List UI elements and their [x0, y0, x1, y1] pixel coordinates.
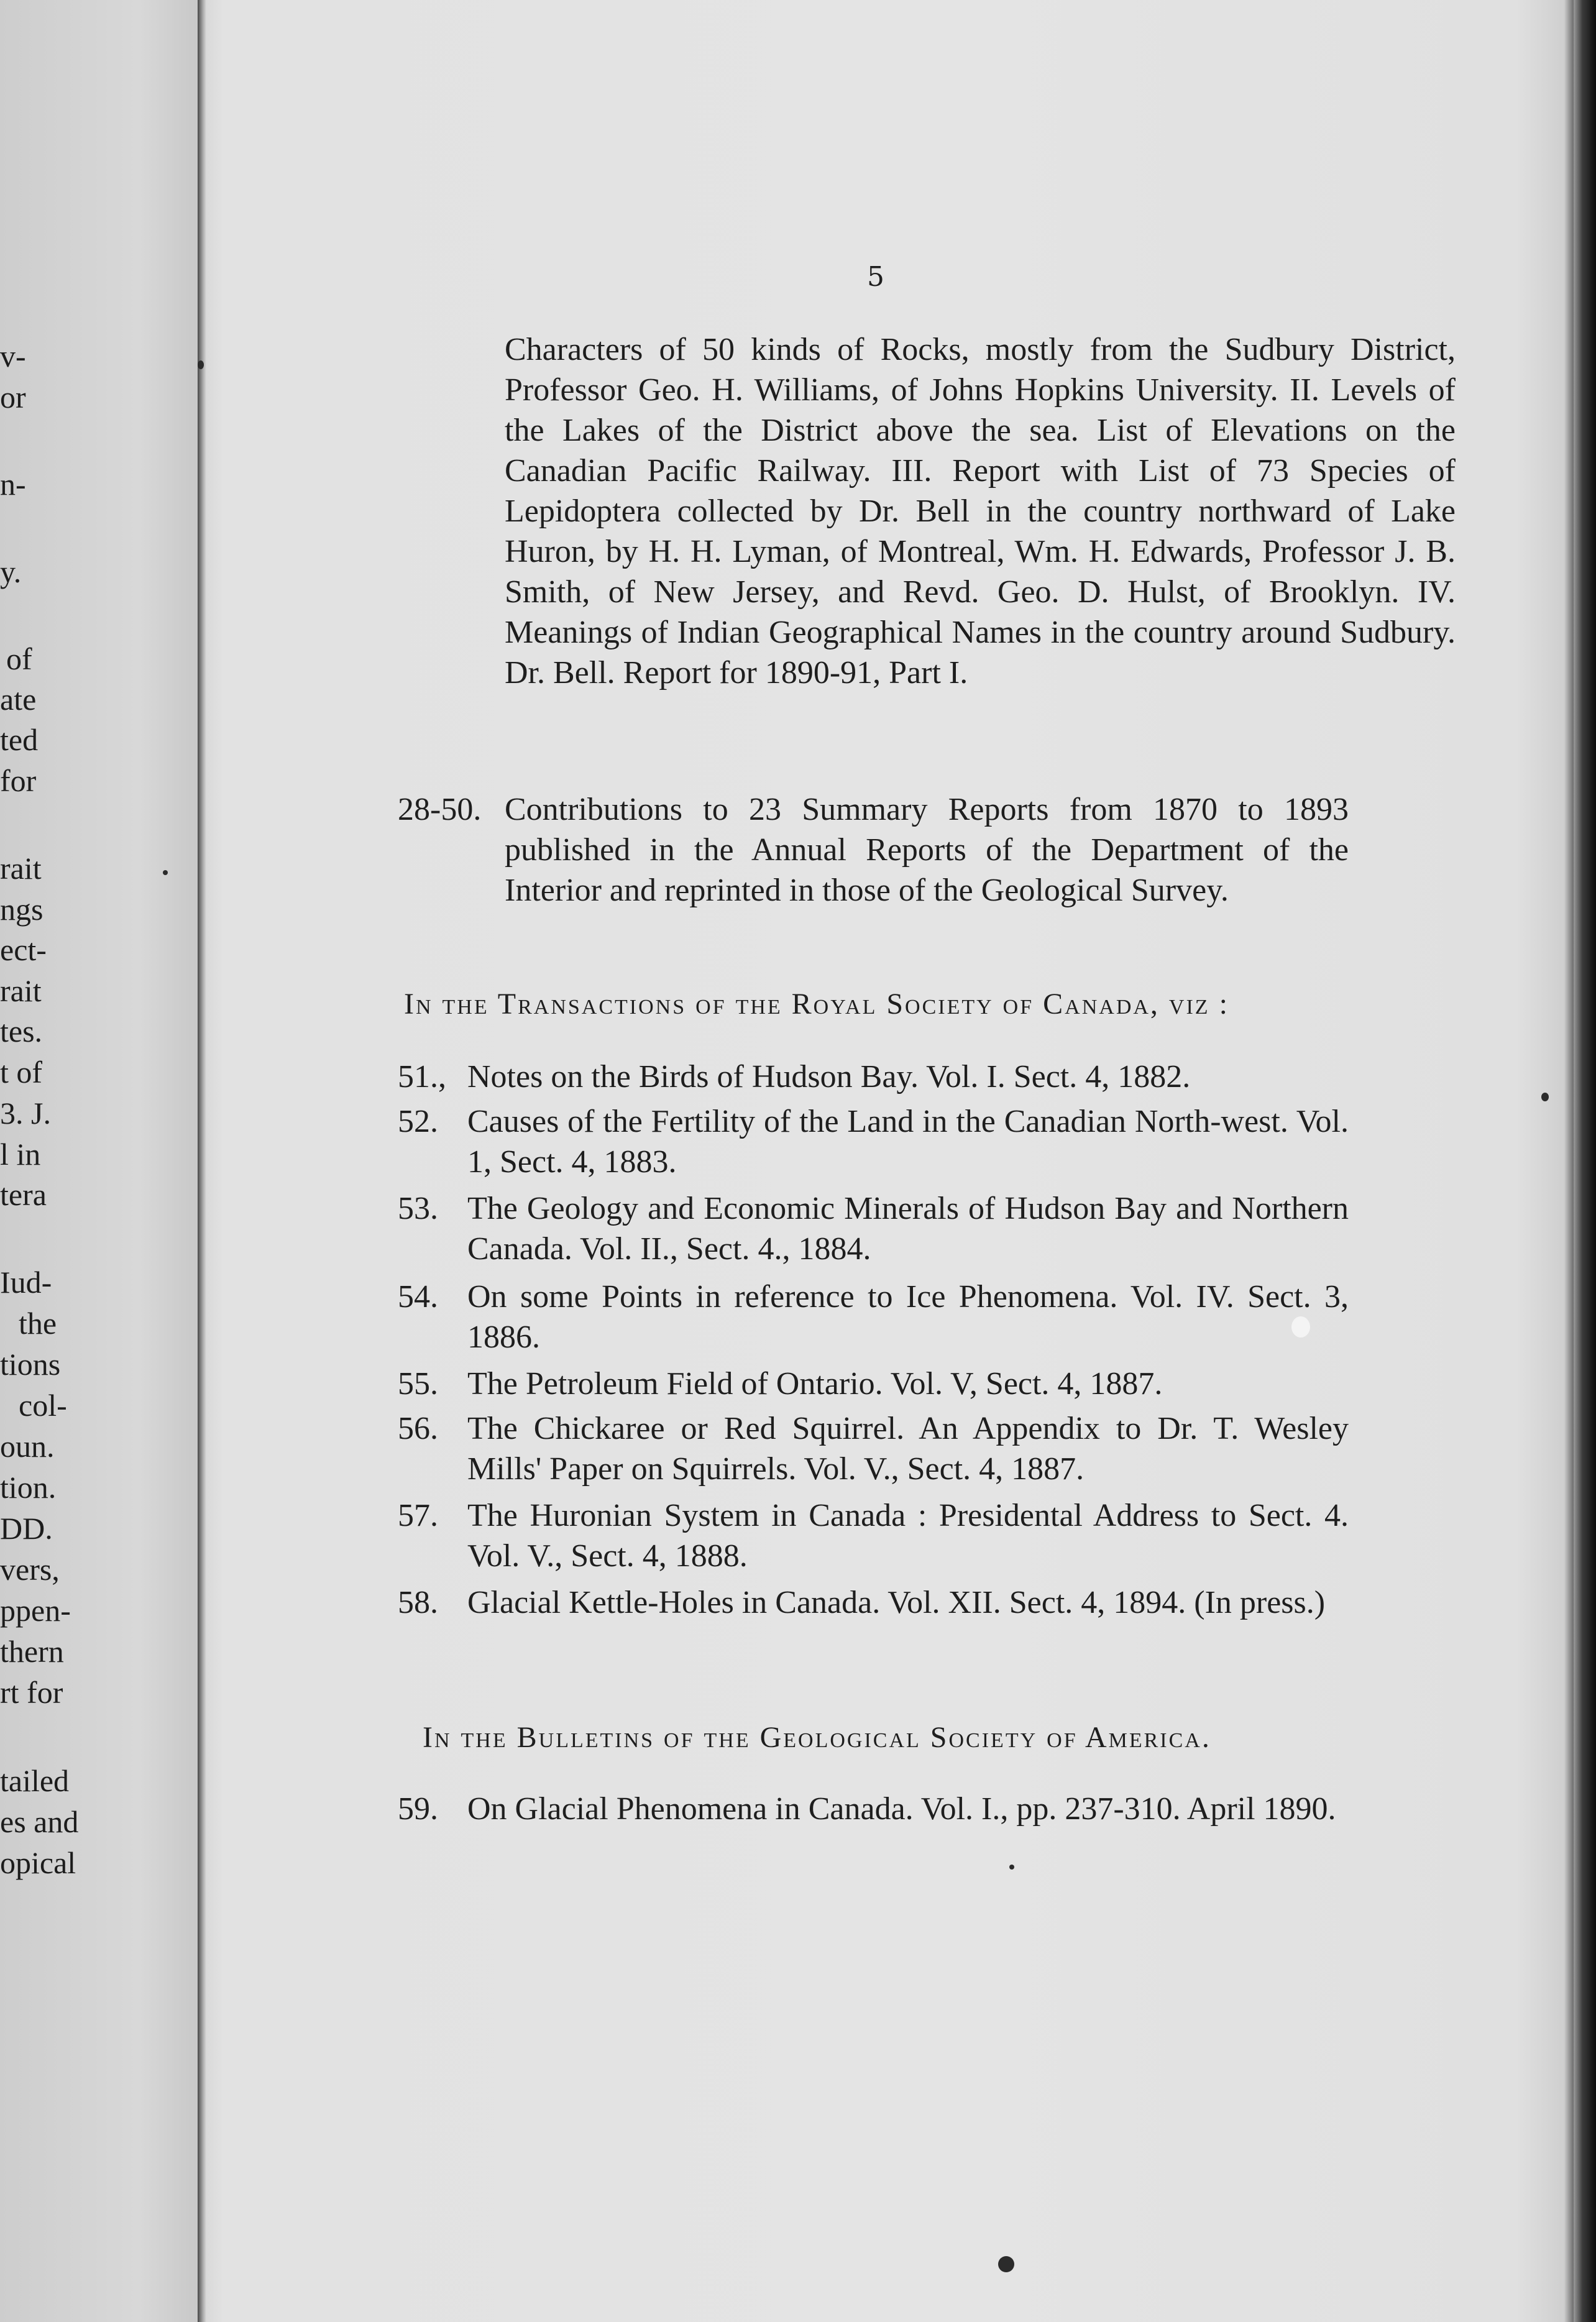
entry-number: 52. — [398, 1104, 438, 1139]
bibliography-entry — [398, 1408, 1349, 1495]
left-page-fragment-word: col- — [19, 1388, 67, 1423]
bibliography-entry — [398, 1057, 1349, 1100]
left-page-fragment-word: v- — [0, 339, 26, 374]
left-page-fragment-word: ngs — [0, 892, 44, 927]
left-page-fragment-word: ted — [0, 722, 39, 757]
entry-text: The Huronian System in Canada : Presidental Address to Sect. 4. Vol. V., Sect. 4, 1888. — [467, 1498, 1349, 1574]
bibliography-entry — [398, 1789, 1349, 1876]
entry-number: 28-50. — [398, 792, 482, 827]
left-page-fragment-word: y. — [0, 554, 22, 589]
left-page-fragment-word: rt for — [0, 1675, 63, 1710]
entry-number: 53. — [398, 1191, 438, 1226]
left-page-fragment-word: ect- — [0, 932, 47, 967]
scan-speck — [163, 870, 168, 875]
page-number: 5 — [867, 261, 884, 293]
left-page-fragment-word: of — [6, 641, 32, 676]
left-page-fragment-word: vers, — [0, 1552, 60, 1587]
left-page-fragment-word: es and — [0, 1804, 79, 1839]
entry-number: 58. — [398, 1585, 438, 1620]
left-page-fragment-word: for — [0, 763, 37, 798]
left-page-fragment-word: the — [19, 1306, 57, 1341]
scan-speck — [198, 360, 204, 369]
scan-speck — [998, 2256, 1014, 2272]
intro-paragraph: Characters of 50 kinds of Rocks, mostly from the Sudbury District, Professor Geo. H. Williams, of Johns Hopkins University. II. Levels of the Lakes of the District above the sea. List of Elevations on the Canadian Pacific Railway. III. Report with List of 73 Species of Lepidoptera collected by Dr. Bell in the country northward of Lake Huron, by H. H. Lyman, of Montreal, Wm. H. Edwards, Professor J. B. Smith, of New Jersey, and Revd. Geo. D. Hulst, of Brooklyn. IV. Meanings of Indian Geographical Names in the country around Sudbury. Dr. Bell. Report for 1890-91, Part I. — [505, 332, 1456, 691]
scan-speck — [1541, 1093, 1549, 1101]
bibliography-entry — [398, 1582, 1349, 1669]
bibliography-entry — [398, 1277, 1349, 1364]
section-heading-royal-society: In the Transactions of the Royal Society of Canada, viz : — [404, 988, 1229, 1021]
entry-text: On Glacial Phenomena in Canada. Vol. I., pp. 237-310. April 1890. — [467, 1791, 1336, 1827]
left-page-fragment-word: t of — [0, 1055, 43, 1090]
bibliography-entry — [398, 789, 1349, 914]
left-page-fragment-word: or — [0, 380, 26, 415]
entry-text: The Chickaree or Red Squirrel. An Appendix to Dr. T. Wesley Mills' Paper on Squirrels. Vol. V., Sect. 4, 1887. — [467, 1411, 1349, 1487]
entry-number: 51., — [398, 1059, 446, 1094]
entry-text: Contributions to 23 Summary Reports from 1870 to 1893 published in the Annual Reports of the Department of the Interior and reprinted in those of the Geological Survey. — [505, 792, 1349, 908]
left-page-fragment-word: n- — [0, 467, 26, 502]
section-heading-geological-society: In the Bulletins of the Geological Society of America. — [423, 1721, 1211, 1754]
entry-number: 57. — [398, 1498, 438, 1533]
bibliography-entry — [398, 1495, 1349, 1582]
entry-number: 54. — [398, 1279, 438, 1315]
entry-text: The Petroleum Field of Ontario. Vol. V, Sect. 4, 1887. — [467, 1366, 1163, 1402]
entry-text: Notes on the Birds of Hudson Bay. Vol. I. Sect. 4, 1882. — [467, 1059, 1191, 1094]
left-page-fragment-word: DD. — [0, 1511, 53, 1546]
entry-number: 59. — [398, 1791, 438, 1827]
bibliography-entry — [398, 1101, 1349, 1188]
entry-text: Glacial Kettle-Holes in Canada. Vol. XII. Sect. 4, 1894. (In press.) — [467, 1585, 1326, 1620]
left-page-fragment-word: tes. — [0, 1014, 43, 1049]
left-page-fragment-word: tera — [0, 1177, 47, 1212]
left-page-fragment-word: l in — [0, 1137, 41, 1172]
entry-text: On some Points in reference to Ice Phenomena. Vol. IV. Sect. 3, 1886. — [467, 1279, 1349, 1355]
left-page-fragment-word: 3. J. — [0, 1096, 51, 1131]
left-page-fragment-word: thern — [0, 1634, 64, 1669]
entry-number: 56. — [398, 1411, 438, 1446]
entry-text: Causes of the Fertility of the Land in the Canadian North-west. Vol. 1, Sect. 4, 1883. — [467, 1104, 1349, 1180]
left-page-fragment-word: tions — [0, 1347, 61, 1382]
left-page-fragment-word: tailed — [0, 1763, 70, 1798]
entry-number: 55. — [398, 1366, 438, 1402]
left-page-fragment-word: ate — [0, 682, 37, 717]
left-page-fragment — [0, 0, 199, 2322]
left-page-fragment-word: rait — [0, 851, 42, 886]
left-page-fragment-word: oun. — [0, 1429, 55, 1464]
left-page-fragment-word: tion. — [0, 1470, 57, 1505]
left-page-fragment-word: rait — [0, 973, 42, 1008]
left-page-fragment-word: Iud- — [0, 1265, 52, 1300]
left-page-text-fringe — [0, 0, 199, 2322]
left-page-fragment-word: ppen- — [0, 1593, 71, 1628]
entry-text: The Geology and Economic Minerals of Hudson Bay and Northern Canada. Vol. II., Sect. 4., 1884. — [467, 1191, 1349, 1267]
left-page-fragment-word: opical — [0, 1845, 76, 1880]
scan-right-edge — [1574, 0, 1596, 2322]
book-gutter — [198, 0, 206, 2322]
bibliography-entry — [398, 1188, 1349, 1275]
bibliography-entry — [398, 1364, 1349, 1407]
